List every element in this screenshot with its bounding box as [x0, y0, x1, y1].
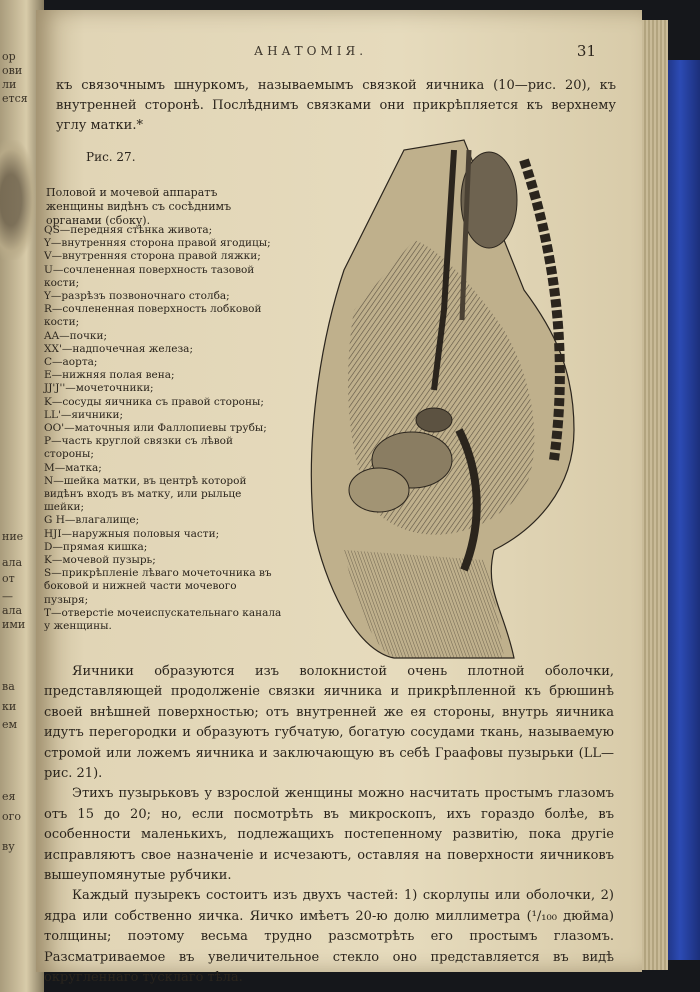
facing-page-text: ки	[2, 700, 17, 713]
bladder	[349, 468, 409, 512]
body-text	[44, 662, 614, 989]
legend-entry: QS—передняя стѣнка живота;	[44, 224, 213, 236]
legend-entry: V—внутренняя сторона правой ляжки;	[44, 250, 261, 263]
facing-page-text: ли	[2, 78, 17, 91]
page-stack-edge	[638, 20, 668, 970]
legend-entry: Y—разрѣзъ позвоночнаго столба;	[44, 290, 230, 303]
facing-page-text: ови	[2, 64, 23, 77]
figure-legend	[44, 224, 284, 633]
body-paragraph: Каждый пузырекъ состоитъ изъ двухъ частей: 1) скорлупы или оболочки, 2) ядра или собственно яичка. Яичко имѣетъ 20-ю долю миллиметра (¹/₁₀₀ дюйма) толщины; поэтому весьма трудно разсмотрѣть его простымъ глазомъ. Разсматриваемое въ увеличительное стекло оно представляется въ видѣ округленнаго тусклаго тѣла.	[44, 888, 614, 986]
facing-page-text: ала	[2, 604, 23, 617]
intro-paragraph: къ связочнымъ шнуркомъ, называемымъ связкой яичника (10—рис. 20), къ внутренней сторонѣ. Послѣднимъ связками они прикрѣпляется къ верхнему углу матки.*	[56, 78, 616, 133]
facing-page-text: ние	[2, 530, 24, 543]
body-paragraph: Яичники образуются изъ волокнистой очень плотной оболочки, представляющей продолженіе связки яичника и прикрѣпленной къ брюшинѣ своей внѣшней поверхностью; отъ внутренней же ея стороны, внутрь яичника идутъ перегородки и образуютъ губчатую, богатую сосудами ткань, называемую стромой или ложемъ яичника и заключающую въ себѣ Граафовы пузырьки (LL—рис. 21).	[44, 664, 614, 782]
facing-page-illustration	[0, 140, 36, 260]
legend-entry: XX'—надпочечная железа;	[44, 342, 193, 355]
facing-page-text: ор	[2, 50, 16, 63]
legend-entry: C—аорта;	[44, 356, 98, 369]
facing-page-text: ого	[2, 810, 22, 823]
legend-entry: D—прямая кишка;	[44, 540, 148, 553]
anatomical-illustration	[284, 130, 584, 660]
legend-entry: LL'—яичники;	[44, 408, 123, 421]
facing-page-text: ея	[2, 790, 16, 803]
legend-entry: S—прикрѣпленіе лѣваго мочеточника въ боковой и нижней части мочевого пузыря;	[44, 567, 272, 606]
facing-page-text: ала	[2, 556, 23, 569]
facing-page-text: ем	[2, 718, 18, 731]
legend-entry: M—матка;	[44, 461, 102, 474]
legend-entry: E—нижняя полая вена;	[44, 369, 175, 382]
legend-entry: T—отверстіе мочеиспускательнаго канала у женщины.	[44, 606, 282, 633]
legend-entry: U—сочлененная поверхность тазовой кости;	[44, 263, 255, 289]
running-title: АНАТОМІЯ.	[254, 44, 368, 58]
legend-entry: K—мочевой пузырь;	[44, 554, 156, 567]
body-paragraph: Этихъ пузырьковъ у взрослой женщины можно насчитать простымъ глазомъ отъ 15 до 20; но, если посмотрѣть въ микроскопъ, ихъ гораздо болѣе, въ особенности маленькихъ, подлежащихъ постепенному развитію, пока другіе исправляютъ свое назначеніе и исчезаютъ, оставляя на поверхности яичниковъ вышеупомянутые рубчики.	[44, 786, 614, 884]
facing-page-text: ими	[2, 618, 26, 631]
legend-entry: N—шейка матки, въ центрѣ которой видѣнъ входъ въ матку, или рыльце шейки;	[44, 474, 247, 514]
legend-entry: AA—почки;	[44, 329, 108, 342]
legend-entry: G H—влагалище;	[44, 514, 140, 527]
legend-entry: OO'—маточныя или Фаллопиевы трубы;	[44, 422, 267, 435]
ovary	[416, 408, 452, 432]
legend-entry: R—сочлененная поверхность лобковой кости;	[44, 303, 262, 329]
facing-page-text: —	[2, 590, 13, 603]
facing-page-text: ву	[2, 840, 15, 853]
page-number: 31	[576, 42, 596, 60]
legend-entry: Y—внутренняя сторона правой ягодицы;	[44, 237, 271, 250]
legend-entry: P—часть круглой связки съ лѣвой стороны;	[44, 435, 233, 461]
figure-title: Половой и мочевой аппаратъ женщины видѣнъ съ сосѣднимъ органами (сбоку).	[46, 186, 232, 227]
figure-caption: Рис. 27.	[86, 150, 136, 164]
legend-entry: HJI—наружныя половыя части;	[44, 527, 220, 540]
facing-page-text: от	[2, 572, 15, 585]
book-page	[36, 10, 642, 986]
legend-entry: JJ'J''—мочеточники;	[44, 382, 154, 395]
legend-entry: K—сосуды яичника съ правой стороны;	[44, 395, 264, 408]
facing-page-text: ва	[2, 680, 15, 693]
facing-page-text: ется	[2, 92, 28, 105]
